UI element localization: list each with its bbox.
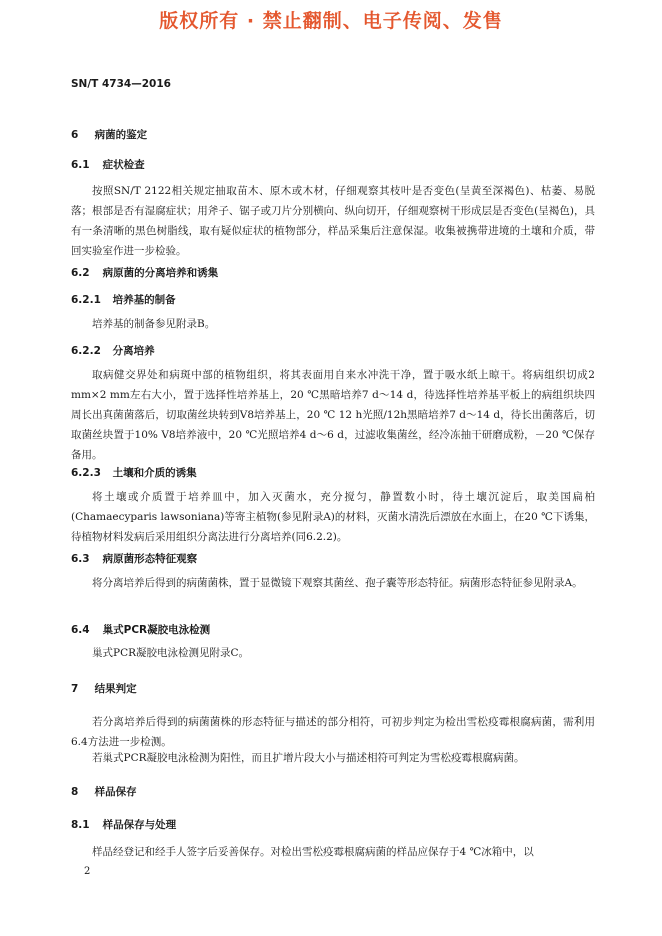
section-6-heading: [71, 127, 147, 142]
section-number: 6.2: [71, 267, 90, 279]
section-number: 8: [71, 786, 79, 798]
section-title: 病原菌形态特征观察: [102, 553, 198, 565]
section-6-2-heading: [71, 265, 218, 280]
section-title: 分离培养: [112, 345, 155, 357]
section-number: 6.1: [71, 159, 90, 171]
section-6-2-1-paragraph: 培养基的制备参见附录B。: [92, 318, 216, 330]
section-6-4-paragraph: 巢式PCR凝胶电泳检测见附录C。: [92, 647, 250, 659]
section-6-4-heading: [71, 622, 210, 637]
section-title: 土壤和介质的诱集: [112, 467, 197, 479]
section-6-2-2-paragraph: 取病健交界处和病斑中部的植物组织，将其表面用自来水冲洗干净，置于吸水纸上晾干。将病组织切成2 mm×2 mm左右大小，置于选择性培养基上，20 ℃黑暗培养7 d～14 d，待选择性培养基平板上的病组织块四周长出真菌菌落后，切取菌丝块转到V8培养基上，20 ℃ 12 h光照/12h黑暗培养7 d～14 d，待长出菌落后，切取菌丝块置于10% V8培养液中，20 ℃光照培养4 d～6 d，过滤收集菌丝，经冷冻抽干研磨成粉，－20 ℃保存备用。: [71, 369, 595, 461]
section-8-1-paragraph: 样品经登记和经手人签字后妥善保存。对检出雪松疫霉根腐病菌的样品应保存于4 ℃冰箱中，以: [92, 846, 534, 858]
section-6-2-3-paragraph: 将土壤或介质置于培养皿中，加入灭菌水，充分搅匀，静置数小时，待土壤沉淀后，取美国扁柏(Chamaecyparis lawsoniana)等寄主植物(参见附录A)的材料，灭菌水清洗后漂放在水面上，在20 ℃下诱集，待植物材料发病后采用组织分离法进行分离培养(同6.2.2)。: [71, 491, 595, 543]
section-number: 7: [71, 683, 79, 695]
section-6-2-1-heading: [71, 292, 176, 307]
section-title: 样品保存与处理: [102, 819, 177, 831]
section-number: 6.2.3: [71, 467, 101, 479]
section-number: 6.2.2: [71, 345, 101, 357]
section-6-1-heading: [71, 157, 145, 172]
section-title: 症状检查: [102, 159, 145, 171]
section-6-2-2-heading: [71, 343, 155, 358]
section-6-3-paragraph: 将分离培养后得到的病菌菌株，置于显微镜下观察其菌丝、孢子囊等形态特征。病菌形态特征参见附录A。: [92, 577, 583, 589]
section-title: 培养基的制备: [112, 294, 176, 306]
section-6-3-heading: [71, 551, 197, 566]
section-number: 8.1: [71, 819, 90, 831]
section-7-heading: [71, 681, 137, 696]
section-7-paragraph-2: 若巢式PCR凝胶电泳检测为阳性，而且扩增片段大小与描述相符可判定为雪松疫霉根腐病菌。: [92, 752, 525, 764]
section-title: 巢式PCR凝胶电泳检测: [102, 624, 211, 636]
section-title: 样品保存: [94, 786, 137, 798]
standard-id: SN/T 4734—2016: [71, 78, 171, 90]
section-number: 6.3: [71, 553, 90, 565]
page-number: 2: [84, 866, 91, 877]
section-6-1-paragraph: 按照SN/T 2122相关规定抽取苗木、原木或木材，仔细观察其枝叶是否变色(呈黄至深褐色)、枯萎、易脱落；根部是否有湿腐症状；用斧子、锯子或刀片分别横向、纵向切开，仔细观察树干形成层是否变色(呈褐色)，具有一条清晰的黑色树脂线，取有疑似症状的植物部分，样品采集后注意保湿。收集被携带进境的土壤和介质，带回实验室作进一步检验。: [71, 185, 595, 257]
section-7-paragraph-1: 若分离培养后得到的病菌菌株的形态特征与描述的部分相符，可初步判定为检出雪松疫霉根腐病菌，需利用6.4方法进一步检测。: [71, 716, 595, 748]
section-number: 6.4: [71, 624, 90, 636]
section-number: 6: [71, 129, 79, 141]
section-8-1-heading: [71, 817, 176, 832]
section-8-heading: [71, 784, 137, 799]
section-title: 病原菌的分离培养和诱集: [102, 267, 219, 279]
section-6-2-3-heading: [71, 465, 197, 480]
copyright-watermark: 版权所有 · 禁止翻制、电子传阅、发售: [159, 10, 503, 32]
section-number: 6.2.1: [71, 294, 101, 306]
section-title: 病菌的鉴定: [94, 129, 148, 141]
section-title: 结果判定: [94, 683, 137, 695]
